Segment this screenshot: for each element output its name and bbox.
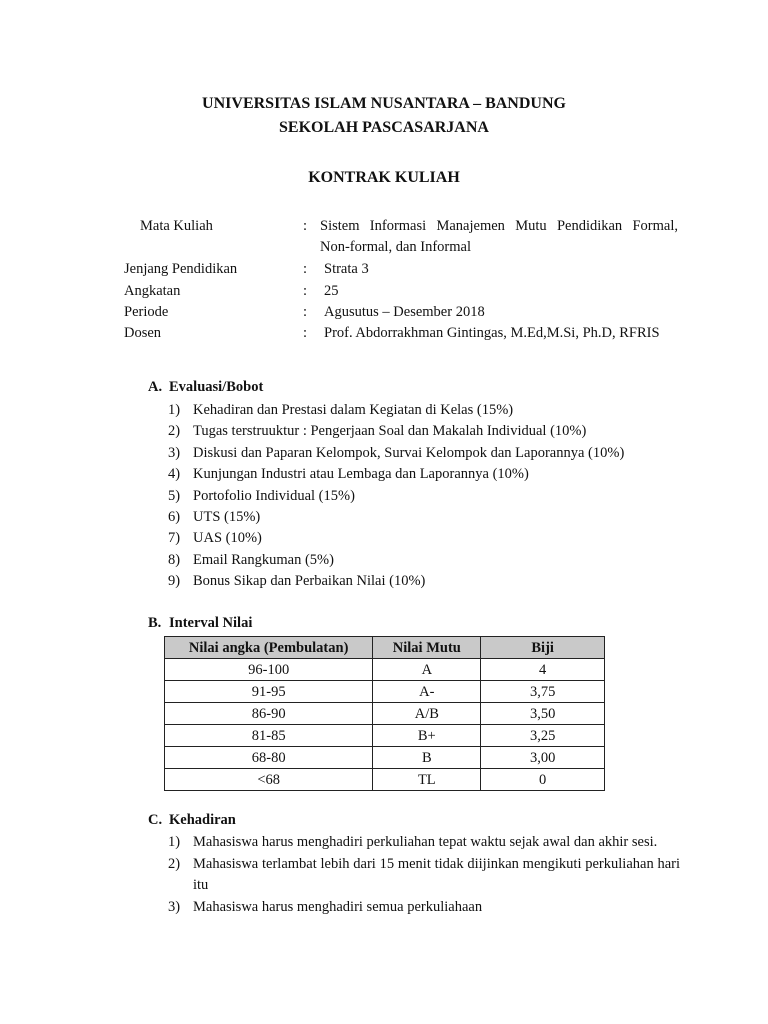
table-cell: 4 — [481, 659, 605, 681]
info-label: Jenjang Pendidikan — [124, 261, 238, 277]
list-item: 3) Mahasiswa harus menghadiri semua perkuliahaan — [168, 898, 483, 915]
list-item: 1) Kehadiran dan Prestasi dalam Kegiatan di Kelas (15%) — [168, 402, 514, 418]
list-item: 9) Bonus Sikap dan Perbaikan Nilai (10%) — [168, 573, 426, 590]
info-value: Agusutus – Desember 2018 — [324, 304, 485, 320]
document-title: KONTRAK KULIAH — [308, 169, 460, 186]
table-cell: <68 — [165, 769, 373, 791]
info-value: Prof. Abdorrakhman Gintingas, M.Ed,M.Si, Ph.D, RFRIS — [324, 325, 660, 341]
info-row-mata-kuliah — [0, 216, 768, 255]
info-row-dosen — [0, 323, 768, 344]
table-cell: 3,75 — [481, 681, 605, 703]
section-title: Interval Nilai — [169, 615, 253, 631]
section-letter: C. — [148, 812, 163, 828]
info-colon: : — [303, 283, 308, 299]
info-colon: : — [303, 218, 308, 234]
info-colon: : — [303, 325, 308, 341]
info-value: Strata 3 — [324, 261, 369, 277]
list-item: 2) Tugas terstruuktur : Pengerjaan Soal dan Makalah Individual (10%) — [168, 423, 587, 440]
table-cell: 91-95 — [165, 681, 373, 703]
table-header-cell: Nilai Mutu — [373, 637, 481, 659]
table-row — [165, 659, 605, 681]
info-value: 25 — [324, 283, 339, 299]
section-letter: B. — [148, 615, 162, 631]
section-c-heading — [148, 812, 236, 829]
section-title: Kehadiran — [169, 812, 236, 828]
table-cell: B — [373, 747, 481, 769]
table-row — [165, 703, 605, 725]
section-a-heading — [148, 379, 263, 396]
table-header-cell: Biji — [481, 637, 605, 659]
table-cell: 81-85 — [165, 725, 373, 747]
list-item: 8) Email Rangkuman (5%) — [168, 551, 334, 568]
info-colon: : — [303, 304, 308, 320]
info-label: Periode — [124, 304, 169, 320]
list-item: 3) Diskusi dan Paparan Kelompok, Survai Kelompok dan Laporannya (10%) — [168, 444, 625, 461]
list-item: 7) UAS (10%) — [168, 530, 262, 547]
info-label: Angkatan — [124, 283, 181, 299]
university-title: UNIVERSITAS ISLAM NUSANTARA – BANDUNG — [202, 95, 566, 112]
table-cell: 68-80 — [165, 747, 373, 769]
section-title: Evaluasi/Bobot — [169, 379, 264, 395]
section-letter: A. — [148, 379, 163, 395]
table-row — [165, 725, 605, 747]
list-item: 5) Portofolio Individual (15%) — [168, 487, 355, 504]
table-cell: 96-100 — [165, 659, 373, 681]
info-value: Sistem Informasi Manajemen Mutu Pendidikan Formal, Non-formal, dan Informal — [320, 218, 678, 255]
info-label: Mata Kuliah — [140, 218, 213, 234]
table-cell: 86-90 — [165, 703, 373, 725]
table-row — [165, 769, 605, 791]
table-row — [165, 747, 605, 769]
grade-interval-table — [164, 636, 605, 791]
table-row — [165, 681, 605, 703]
table-header-cell: Nilai angka (Pembulatan) — [165, 637, 373, 659]
table-cell: 3,00 — [481, 747, 605, 769]
table-cell: 3,25 — [481, 725, 605, 747]
table-cell: 0 — [481, 769, 605, 791]
school-title: SEKOLAH PASCASARJANA — [279, 119, 489, 136]
info-row-periode — [0, 302, 768, 323]
table-cell: B+ — [373, 725, 481, 747]
evaluation-list — [168, 400, 624, 593]
table-cell: A- — [373, 681, 481, 703]
info-colon: : — [303, 261, 308, 277]
info-label: Dosen — [124, 325, 162, 341]
table-cell: A — [373, 659, 481, 681]
info-row-jenjang — [0, 259, 768, 280]
table-cell: A/B — [373, 703, 481, 725]
info-row-angkatan — [0, 281, 768, 302]
list-item: 4) Kunjungan Industri atau Lembaga dan Laporannya (10%) — [168, 466, 529, 483]
attendance-list — [168, 832, 680, 918]
list-item: 2) Mahasiswa terlambat lebih dari 15 menit tidak diijinkan mengikuti perkuliahan hari itu — [168, 855, 680, 893]
list-item: 6) UTS (15%) — [168, 508, 261, 525]
table-cell: TL — [373, 769, 481, 791]
table-header-row — [165, 637, 605, 659]
list-item: 1) Mahasiswa harus menghadiri perkuliahan tepat waktu sejak awal dan akhir sesi. — [168, 834, 658, 850]
section-b-heading — [148, 615, 252, 632]
table-cell: 3,50 — [481, 703, 605, 725]
